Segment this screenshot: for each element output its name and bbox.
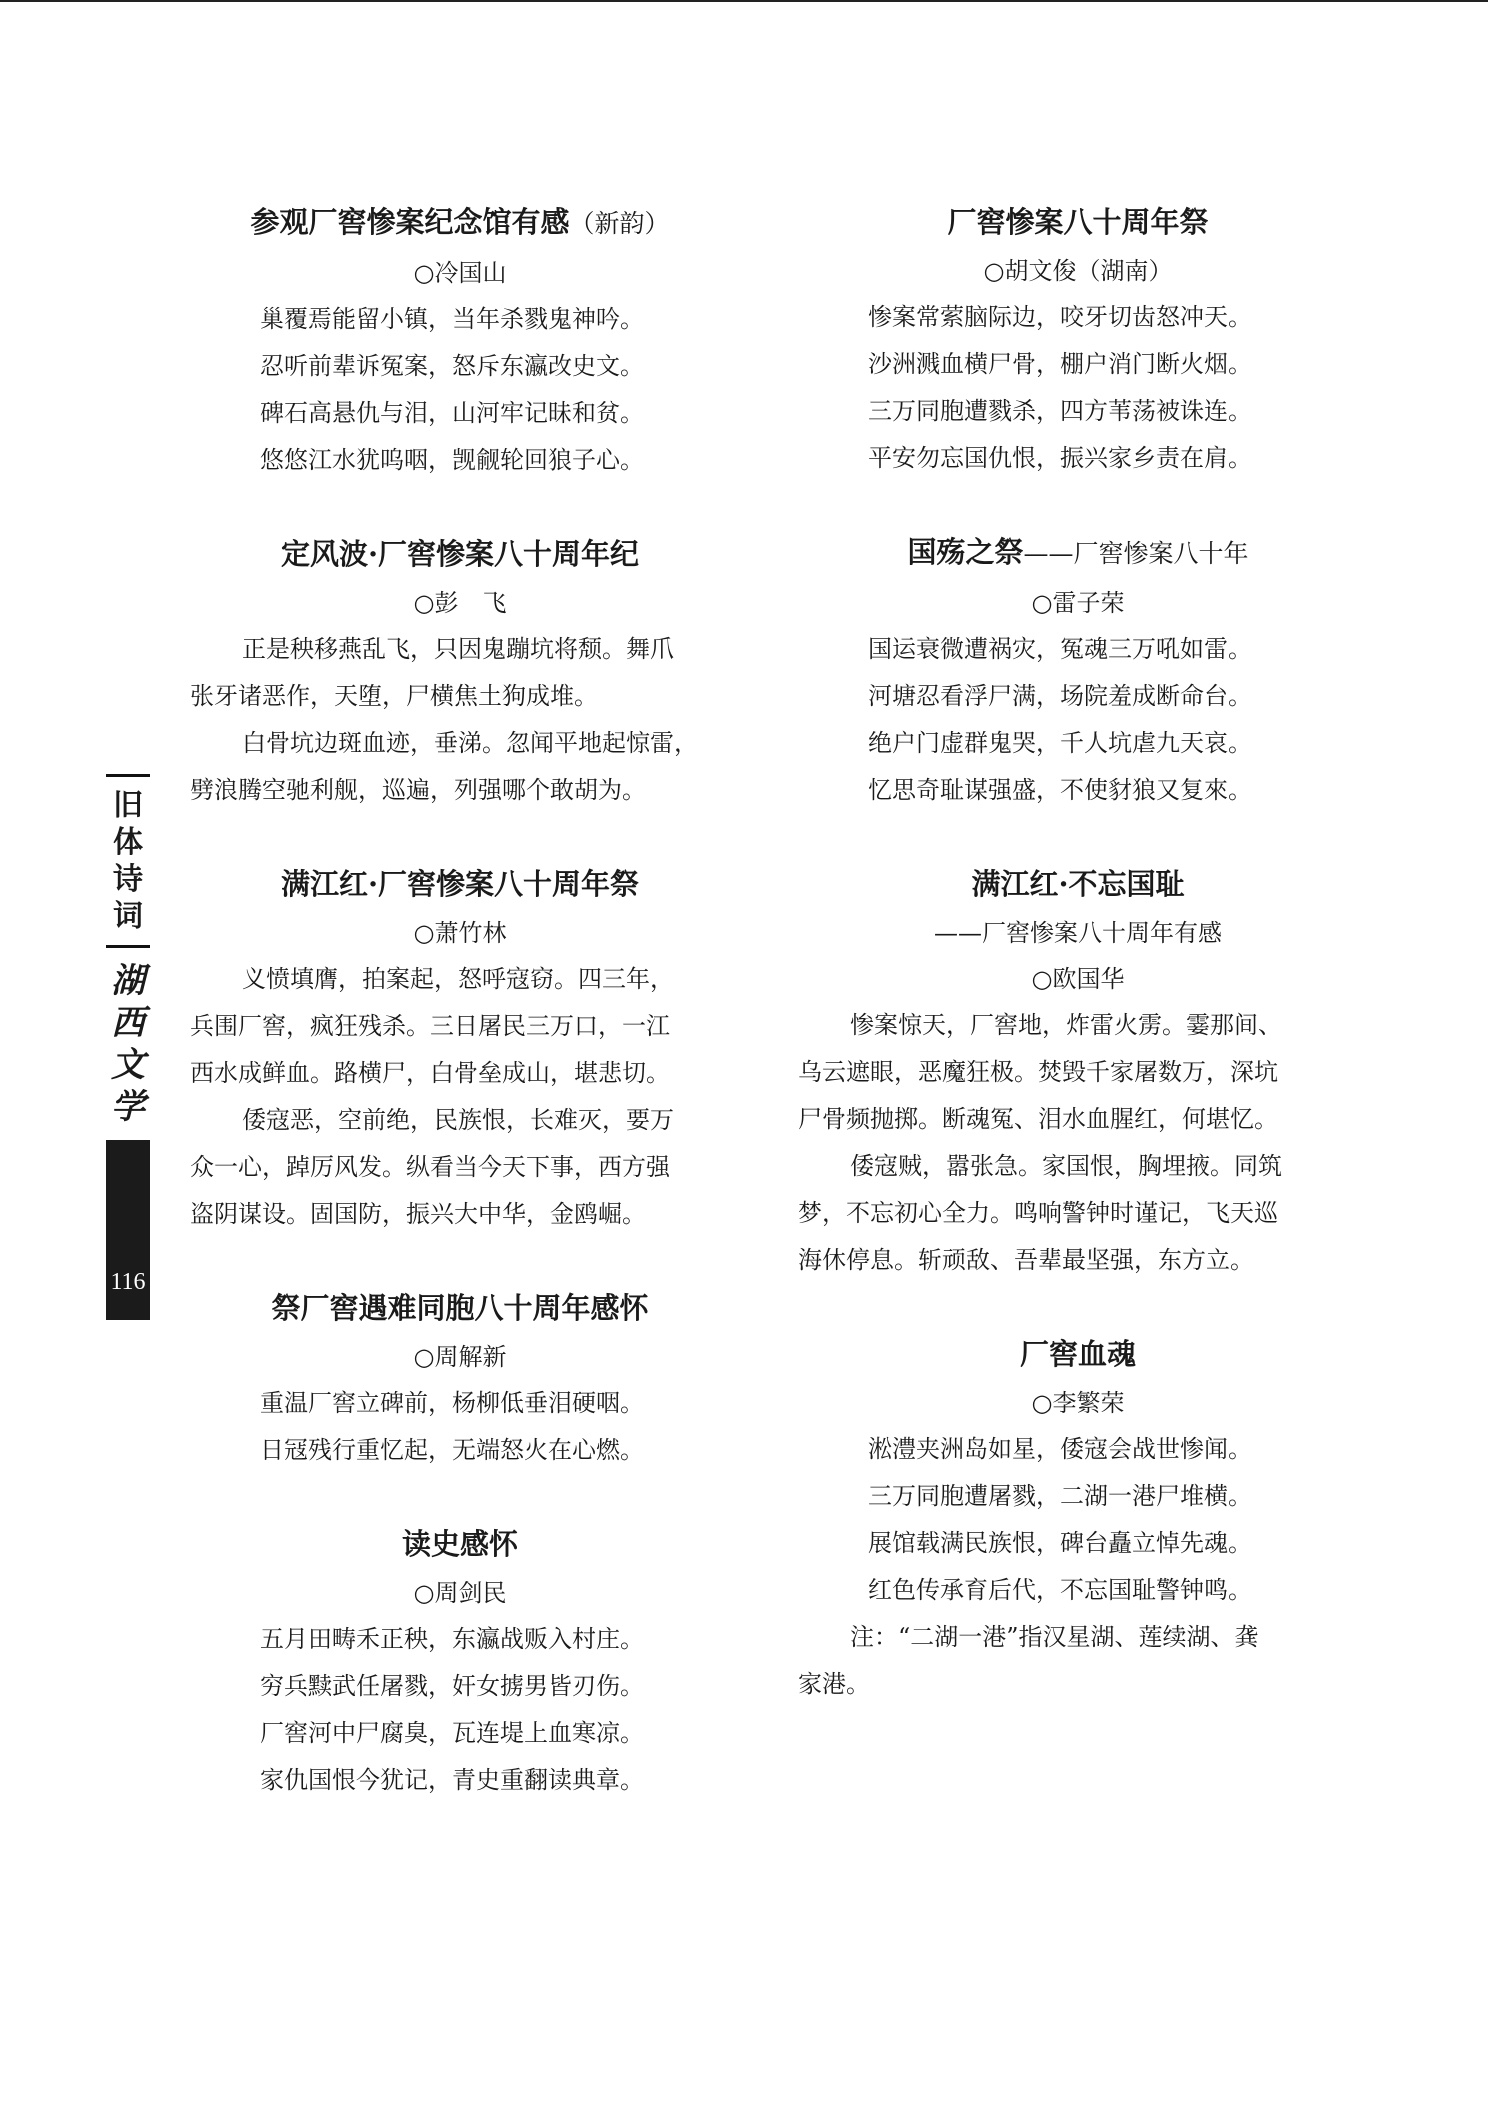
poem-line: 倭寇贼，嚣张急。家国恨，胸埋掖。同筑 — [850, 1152, 1282, 1180]
poem-subtitle: ——厂窖惨案八十周年有感 — [934, 919, 1222, 947]
poem-author: ○胡文俊（湖南） — [983, 257, 1173, 285]
poem-8 — [798, 858, 1358, 1284]
poem-line: 兵围厂窖，疯狂残杀。三日屠民三万口，一江 — [190, 1012, 670, 1040]
poem-line: 巢覆焉能留小镇，当年杀戮鬼神吟。 — [260, 305, 644, 333]
poem-line: 梦，不忘初心全力。鸣响警钟时谨记，飞天巡 — [798, 1199, 1278, 1227]
poem-2 — [190, 528, 730, 814]
poem-author: ○欧国华 — [1031, 965, 1125, 993]
poem-author: ○雷子荣 — [1031, 589, 1125, 617]
poem-line: 家仇国恨今犹记，青史重翻读典章。 — [260, 1766, 644, 1794]
poem-title: 祭厂窖遇难同胞八十周年感怀 — [271, 1291, 649, 1325]
poem-line: 沙洲溅血横尸骨，棚户消门断火烟。 — [868, 350, 1252, 378]
poem-1 — [190, 196, 730, 484]
note-line: 注：“二湖一港”指汉星湖、莲续湖、龚 — [850, 1623, 1259, 1651]
poem-5 — [190, 1518, 730, 1804]
poem-3 — [190, 858, 730, 1238]
poem-line: 穷兵黩武任屠戮，奸女掳男皆刃伤。 — [260, 1672, 644, 1700]
poem-line: 惨案惊天，厂窖地，炸雷火雳。霎那间、 — [850, 1011, 1282, 1039]
poem-6 — [798, 196, 1358, 482]
poem-9 — [798, 1328, 1358, 1708]
poem-line: 展馆载满民族恨，碑台矗立悼先魂。 — [868, 1529, 1252, 1557]
poem-title: 国殇之祭——厂窖惨案八十年 — [907, 535, 1249, 569]
poem-line: 惨案常萦脑际边，咬牙切齿怒冲天。 — [868, 303, 1252, 331]
poem-line: 尸骨频抛掷。断魂冤、泪水血腥红，何堪忆。 — [798, 1105, 1278, 1133]
poem-line: 五月田畴禾正秧，东瀛战贩入村庄。 — [260, 1625, 644, 1653]
poem-line: 海休停息。斩顽敌、吾辈最坚强，东方立。 — [798, 1246, 1254, 1274]
poem-line: 河塘忍看浮尸满，场院羞成断命台。 — [868, 682, 1252, 710]
poem-title: 定风波·厂窖惨案八十周年纪 — [280, 537, 640, 571]
poem-7 — [798, 526, 1358, 814]
poem-line: 忆思奇耻谋强盛，不使豺狼又复來。 — [868, 776, 1252, 804]
section-category: 旧 体 诗 词 — [113, 788, 143, 934]
poem-title: 满江红·不忘国耻 — [971, 867, 1185, 901]
poem-note — [798, 1614, 1358, 1708]
poem-title: 参观厂窖惨案纪念馆有感（新韵） — [250, 205, 670, 239]
poem-line: 白骨坑边斑血迹，垂涕。忽闻平地起惊雷， — [242, 729, 698, 757]
poem-title: 厂窖惨案八十周年祭 — [947, 205, 1209, 239]
magazine-name: 湖 西 文 学 — [111, 961, 145, 1127]
left-column — [190, 196, 730, 1804]
poem-line: 红色传承育后代，不忘国耻警钟鸣。 — [868, 1576, 1252, 1604]
poem-4 — [190, 1282, 730, 1474]
page-number-block — [106, 1140, 150, 1320]
poem-line: 厂窖河中尸腐臭，瓦连堤上血寒凉。 — [260, 1719, 644, 1747]
poem-line: 倭寇恶，空前绝，民族恨，长难灭，要万 — [242, 1106, 674, 1134]
poem-author: ○彭 飞 — [413, 589, 507, 617]
section-sidebar — [106, 774, 150, 1320]
poem-author: ○萧竹林 — [413, 919, 507, 947]
poem-line: 正是秧移燕乱飞，只因鬼蹦坑将颓。舞爪 — [242, 635, 674, 663]
poem-line: 乌云遮眼，恶魔狂极。焚毁千家屠数万，深坑 — [798, 1058, 1278, 1086]
poem-line: 碑石高悬仇与泪，山河牢记昧和贫。 — [260, 399, 644, 427]
poem-line: 平安勿忘国仇恨，振兴家乡责在肩。 — [868, 444, 1252, 472]
poem-line: 淞澧夹洲岛如星，倭寇会战世惨闻。 — [868, 1435, 1252, 1463]
note-line: 家港。 — [798, 1670, 870, 1698]
poem-author: ○周剑民 — [413, 1579, 507, 1607]
poem-line: 日冦残行重忆起，无端怒火在心燃。 — [260, 1436, 644, 1464]
title-note: ——厂窖惨案八十年 — [1023, 539, 1249, 568]
poem-line: 绝户门虚群鬼哭，千人坑虐九天哀。 — [868, 729, 1252, 757]
poem-line: 众一心，踔厉风发。纵看当今天下事，西方强 — [190, 1153, 670, 1181]
poem-line: 西水成鲜血。路横尸，白骨垒成山，堪悲切。 — [190, 1059, 670, 1087]
poem-line: 国运衰微遭祸灾，冤魂三万吼如雷。 — [868, 635, 1252, 663]
title-note: （新韵） — [569, 209, 670, 238]
poem-title: 厂窖血魂 — [1019, 1337, 1136, 1371]
poem-author: ○李繁荣 — [1031, 1389, 1125, 1417]
poem-line: 重温厂窖立碑前，杨柳低垂泪硬咽。 — [260, 1389, 644, 1417]
poem-line: 三万同胞遭屠戮，二湖一港尸堆横。 — [868, 1482, 1252, 1510]
poem-line: 忍听前辈诉冤案，怒斥东瀛改史文。 — [260, 352, 644, 380]
right-column — [798, 196, 1358, 1708]
poem-title: 读史感怀 — [401, 1527, 518, 1561]
poem-line: 盗阴谋设。固国防，振兴大中华，金鸥崛。 — [190, 1200, 646, 1228]
page-number: 116 — [110, 1269, 146, 1295]
poem-line: 三万同胞遭戮杀，四方苇荡被诛连。 — [868, 397, 1252, 425]
poem-line: 劈浪腾空驰利舰，巡遍，列强哪个敢胡为。 — [190, 776, 646, 804]
top-rule — [0, 0, 1488, 2]
poem-line: 义愤填膺，拍案起，怒呼寇窃。四三年， — [242, 965, 674, 993]
poem-author: ○周解新 — [413, 1343, 507, 1371]
poem-line: 张牙诸恶作，天堕，尸横焦土狗成堆。 — [190, 682, 598, 710]
poem-title: 满江红·厂窖惨案八十周年祭 — [280, 867, 640, 901]
poem-line: 悠悠江水犹呜咽，觊觎轮回狼子心。 — [260, 446, 644, 474]
poem-author: ○冷国山 — [413, 259, 507, 287]
